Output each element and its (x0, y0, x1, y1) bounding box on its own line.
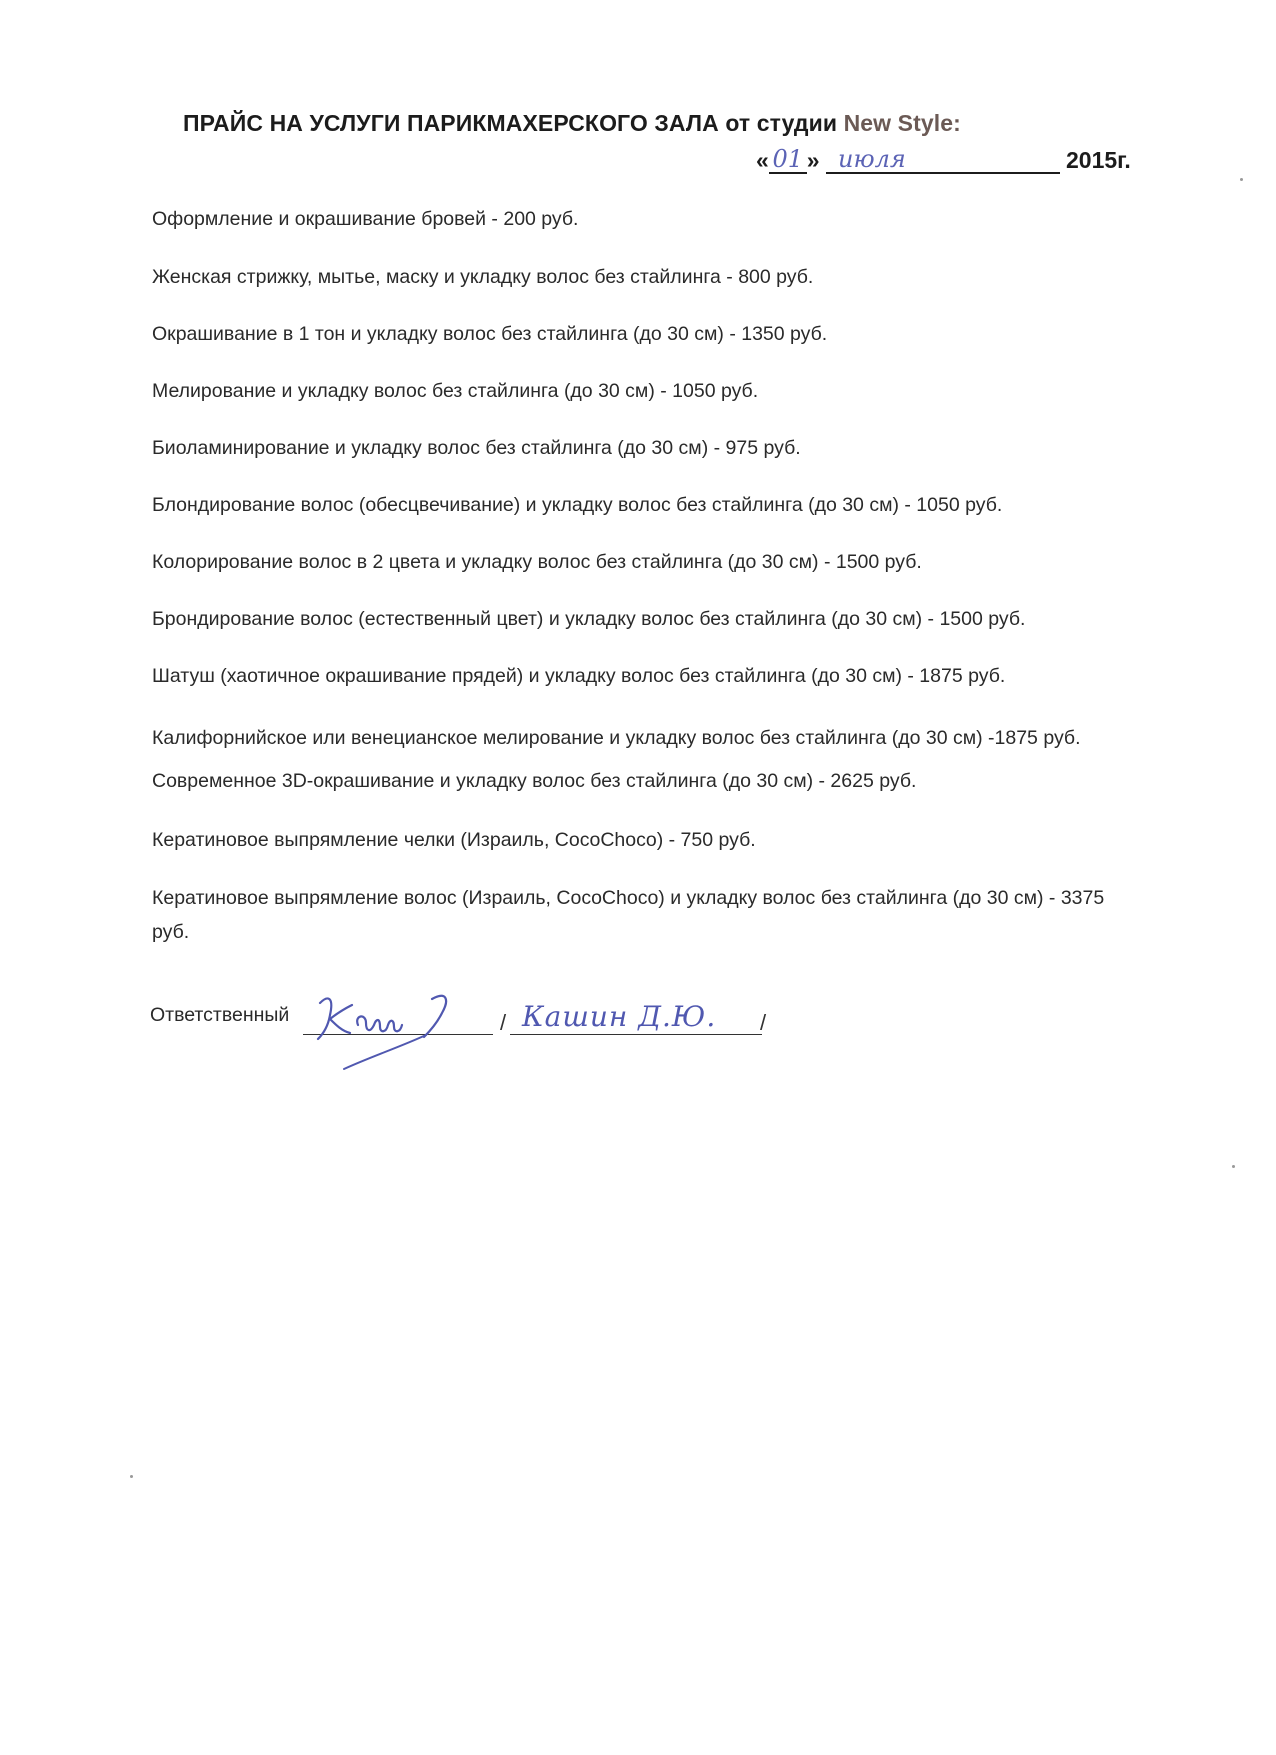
date-day-handwritten: 01 (769, 146, 807, 174)
service-item: Окрашивание в 1 тон и укладку волос без стайлинга (до 30 см) - 1350 руб. (152, 323, 828, 345)
service-item: Биоламинирование и укладку волос без стайлинга (до 30 см) - 975 руб. (152, 437, 801, 459)
service-item: Шатуш (хаотичное окрашивание прядей) и укладку волос без стайлинга (до 30 см) - 1875 руб. (152, 665, 1006, 687)
title-main: ПРАЙС НА УСЛУГИ ПАРИКМАХЕРСКОГО ЗАЛА от студии (183, 110, 844, 136)
responsible-label: Ответственный (150, 1004, 290, 1026)
signature-image (300, 985, 500, 1075)
scan-speck (1232, 1165, 1235, 1168)
separator-slash: / (500, 1010, 507, 1035)
studio-brand-name: New Style: (843, 110, 961, 136)
service-item: Женская стрижку, мытье, маску и укладку волос без стайлинга - 800 руб. (152, 266, 814, 288)
scan-speck (1240, 178, 1243, 181)
date-open-quote: « (756, 147, 769, 173)
service-item: Блондирование волос (обесцвечивание) и укладку волос без стайлинга (до 30 см) - 1050 руб. (152, 494, 1003, 516)
date-close-quote: » (806, 147, 820, 173)
scan-speck (130, 1475, 133, 1478)
service-item: Мелирование и укладку волос без стайлинга (до 30 см) - 1050 руб. (152, 380, 759, 402)
handwritten-name: Кашин Д.Ю. (522, 1000, 717, 1033)
service-item: Калифорнийское или венецианское мелирование и укладку волос без стайлинга (до 30 см) -1875 руб. (152, 727, 1081, 749)
service-item: Кератиновое выпрямление волос (Израиль, CocoChoco) и укладку волос без стайлинга (до 30 см) - 3375 руб. (152, 887, 1105, 943)
date-year: 2015г. (1065, 147, 1131, 173)
service-item: Брондирование волос (естественный цвет) и укладку волос без стайлинга (до 30 см) - 1500 руб. (152, 608, 1026, 630)
service-item: Кератиновое выпрямление челки (Израиль, CocoChoco) - 750 руб. (152, 829, 756, 851)
name-underline (510, 1034, 762, 1035)
page-title (183, 110, 961, 137)
service-item: Современное 3D-окрашивание и укладку волос без стайлинга (до 30 см) - 2625 руб. (152, 770, 917, 792)
date-month-handwritten: июля (826, 146, 1060, 174)
service-item: Колорирование волос в 2 цвета и укладку волос без стайлинга (до 30 см) - 1500 руб. (152, 551, 922, 573)
separator-slash: / (760, 1010, 767, 1035)
document-date (756, 146, 1131, 174)
service-item: Оформление и окрашивание бровей - 200 руб. (152, 208, 579, 230)
